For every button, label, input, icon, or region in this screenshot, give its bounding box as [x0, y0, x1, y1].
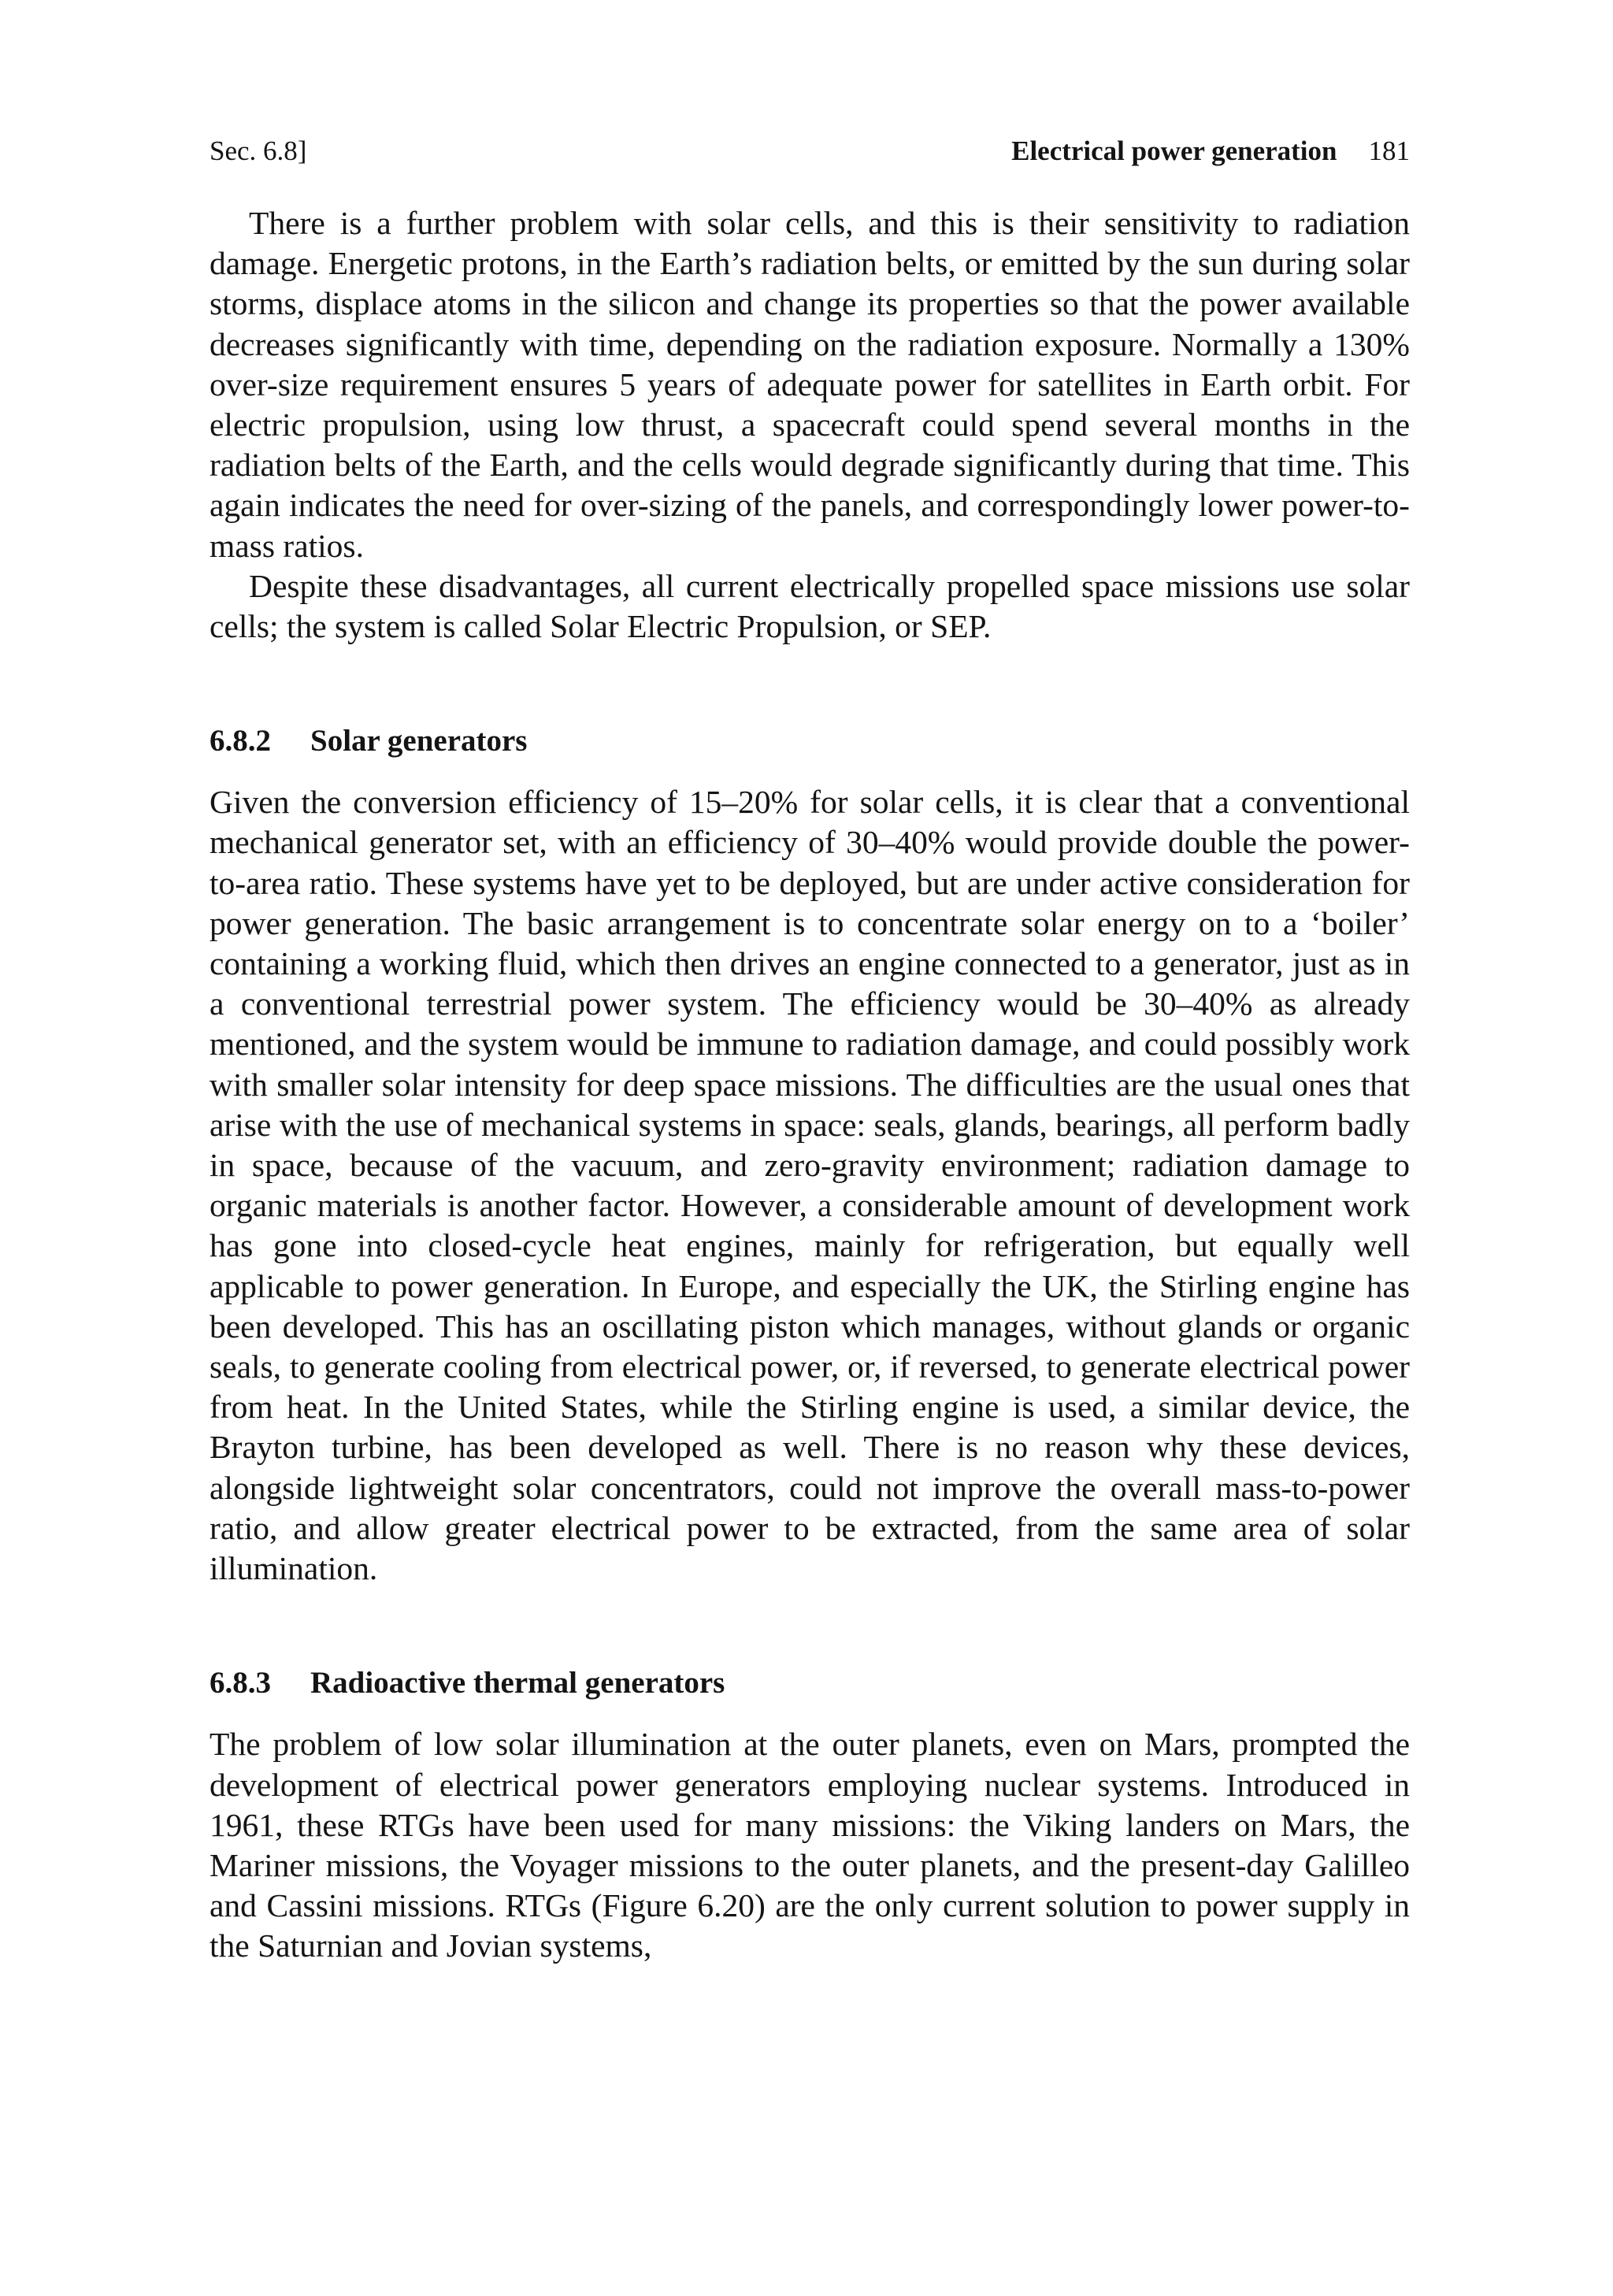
- section-title: Radioactive thermal generators: [310, 1666, 725, 1701]
- section-heading-solar-generators: [210, 722, 1410, 760]
- paragraph-rtg: The problem of low solar illumination at the outer planets, even on Mars, prompted the development of electrical power generators employing nuclear systems. Introduced in 1961, these RTGs have been used for many missions: the Viking landers on Mars, the Mariner missions, the Voyager missions to the outer planets, and the present-day Galilleo and Cassini missions. RTGs (Figure 6.20) are the only current solution to power supply in the Saturnian and Jovian systems,: [210, 1726, 1410, 1964]
- paragraph-sep: Despite these disadvantages, all current electrically propelled space missions use solar cells; the system is called Solar Electric Propulsion, or SEP.: [210, 567, 1410, 645]
- running-head: [210, 134, 1410, 169]
- chapter-title: Electrical power generation: [1011, 135, 1337, 166]
- book-page: [210, 134, 1410, 1967]
- section-reference: Sec. 6.8]: [210, 135, 307, 166]
- paragraph-solar-generators: Given the conversion efficiency of 15–20% for solar cells, it is clear that a conventional mechanical generator set, with an efficiency of 30–40% would provide double the power-to-area ratio. These systems have yet to be deployed, but are under active consideration for power generation. The basic arrangement is to concentrate solar energy on to a ‘boiler’ containing a working fluid, which then drives an engine connected to a generator, just as in a conventional terrestrial power system. The efficiency would be 30–40% as already mentioned, and the system would be immune to radiation damage, and could possibly work with smaller solar intensity for deep space missions. The difficulties are the usual ones that arise with the use of mechanical systems in space: seals, glands, bearings, all perform badly in space, because of the vacuum, and zero-gravity environment; radiation damage to organic materials is another factor. However, a considerable amount of development work has gone into closed-cycle heat engines, mainly for refrigeration, but equally well applicable to power generation. In Europe, and especially the UK, the Stirling engine has been developed. This has an oscillating piston which manages, without glands or organic seals, to generate cooling from electrical power, or, if reversed, to generate electrical power from heat. In the United States, while the Stirling engine is used, a similar device, the Brayton turbine, has been developed as well. There is no reason why these devices, alongside lightweight solar concentrators, could not improve the overall mass-to-power ratio, and allow greater electrical power to be extracted, from the same area of solar illumination.: [210, 784, 1410, 1587]
- section-heading-radioactive-thermal-generators: [210, 1664, 1410, 1702]
- running-head-right: [1011, 134, 1410, 169]
- paragraph-radiation-damage: There is a further problem with solar cells, and this is their sensitivity to radiation damage. Energetic protons, in the Earth’s radiation belts, or emitted by the sun during solar storms, displace atoms in the silicon and change its properties so that the power available decreases significantly with time, depending on the radiation exposure. Normally a 130% over-size requirement ensures 5 years of adequate power for satellites in Earth orbit. For electric propulsion, using low thrust, a spacecraft could spend several months in the radiation belts of the Earth, and the cells would degrade significantly during that time. This again indicates the need for over-sizing of the panels, and correspondingly lower power-to-mass ratios.: [210, 205, 1410, 564]
- section-title: Solar generators: [310, 724, 528, 759]
- section-number: 6.8.3: [210, 1666, 271, 1701]
- section-number: 6.8.2: [210, 724, 271, 759]
- page-number: 181: [1368, 135, 1410, 166]
